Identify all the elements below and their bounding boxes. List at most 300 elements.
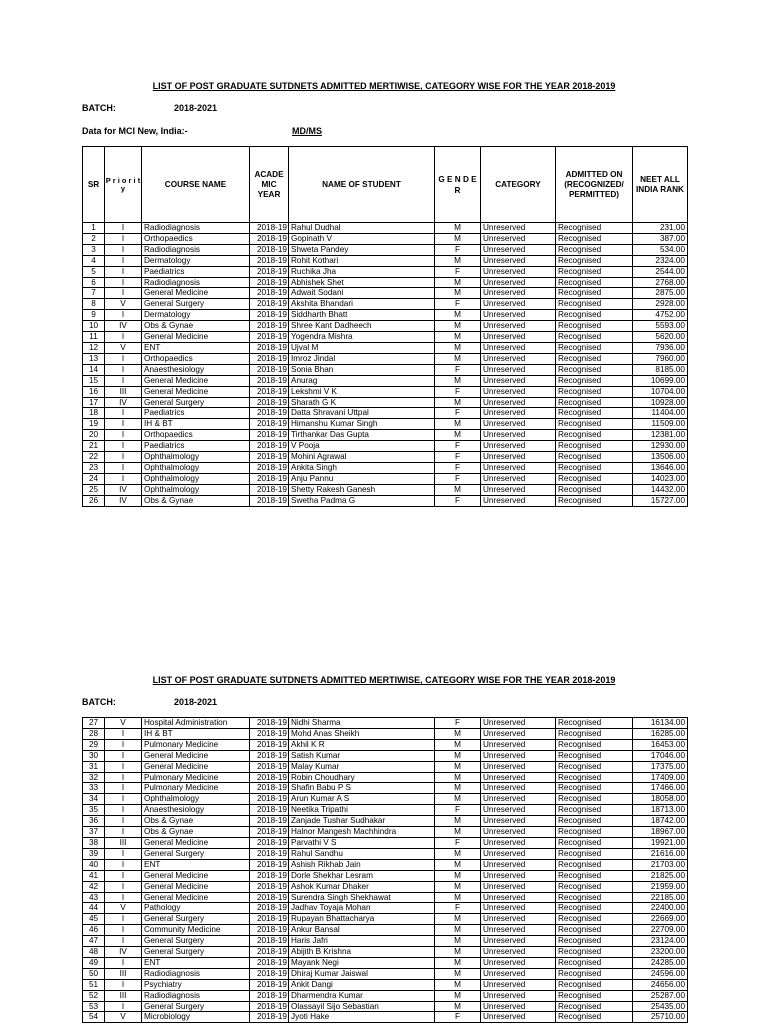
year-cell: 2018-19 xyxy=(250,848,289,859)
category-cell: Unreserved xyxy=(481,783,556,794)
header-course: COURSE NAME xyxy=(142,147,250,223)
table-row xyxy=(83,408,688,419)
admitted-cell: Recognised xyxy=(556,408,633,419)
name-cell: Mayank Negi xyxy=(289,957,435,968)
sr-cell: 1 xyxy=(83,223,105,234)
year-cell: 2018-19 xyxy=(250,441,289,452)
name-cell: Akhil K R xyxy=(289,739,435,750)
name-cell: Abhishek Shet xyxy=(289,277,435,288)
priority-cell: I xyxy=(105,892,142,903)
year-cell: 2018-19 xyxy=(250,277,289,288)
year-cell: 2018-19 xyxy=(250,979,289,990)
batch-label: BATCH: xyxy=(82,103,116,113)
priority-cell: III xyxy=(105,386,142,397)
gender-cell: M xyxy=(435,848,481,859)
name-cell: Ujval M xyxy=(289,342,435,353)
category-cell: Unreserved xyxy=(481,837,556,848)
admitted-cell: Recognised xyxy=(556,892,633,903)
admitted-cell: Recognised xyxy=(556,881,633,892)
priority-cell: IV xyxy=(105,947,142,958)
rank-cell: 14432.00 xyxy=(633,484,688,495)
rank-cell: 2875.00 xyxy=(633,288,688,299)
category-cell: Unreserved xyxy=(481,903,556,914)
rank-cell: 7960.00 xyxy=(633,353,688,364)
name-cell: Ruchika Jha xyxy=(289,266,435,277)
admitted-cell: Recognised xyxy=(556,925,633,936)
year-cell: 2018-19 xyxy=(250,430,289,441)
sr-cell: 50 xyxy=(83,968,105,979)
category-cell: Unreserved xyxy=(481,947,556,958)
admitted-cell: Recognised xyxy=(556,233,633,244)
category-cell: Unreserved xyxy=(481,364,556,375)
sr-cell: 17 xyxy=(83,397,105,408)
category-cell: Unreserved xyxy=(481,223,556,234)
name-cell: Robin Choudhary xyxy=(289,772,435,783)
year-cell: 2018-19 xyxy=(250,386,289,397)
year-cell: 2018-19 xyxy=(250,914,289,925)
course-cell: Pulmonary Medicine xyxy=(142,739,250,750)
admitted-cell: Recognised xyxy=(556,936,633,947)
year-cell: 2018-19 xyxy=(250,484,289,495)
header-year: ACADE MIC YEAR xyxy=(250,147,289,223)
course-cell: Radiodiagnosis xyxy=(142,277,250,288)
rank-cell: 17046.00 xyxy=(633,750,688,761)
year-cell: 2018-19 xyxy=(250,353,289,364)
table-row xyxy=(83,783,688,794)
name-cell: Olassayil Sijo Sebastian xyxy=(289,1001,435,1012)
table-row xyxy=(83,827,688,838)
admitted-cell: Recognised xyxy=(556,827,633,838)
sr-cell: 20 xyxy=(83,430,105,441)
admitted-cell: Recognised xyxy=(556,816,633,827)
admitted-cell: Recognised xyxy=(556,332,633,343)
admitted-cell: Recognised xyxy=(556,386,633,397)
table-row xyxy=(83,364,688,375)
category-cell: Unreserved xyxy=(481,718,556,729)
rank-cell: 15727.00 xyxy=(633,495,688,506)
table-row xyxy=(83,979,688,990)
sr-cell: 11 xyxy=(83,332,105,343)
year-cell: 2018-19 xyxy=(250,783,289,794)
category-cell: Unreserved xyxy=(481,750,556,761)
gender-cell: M xyxy=(435,979,481,990)
category-cell: Unreserved xyxy=(481,761,556,772)
gender-cell: M xyxy=(435,892,481,903)
table-row xyxy=(83,288,688,299)
course-cell: Paediatrics xyxy=(142,408,250,419)
priority-cell: I xyxy=(105,957,142,968)
category-cell: Unreserved xyxy=(481,288,556,299)
rank-cell: 8185.00 xyxy=(633,364,688,375)
table-row xyxy=(83,462,688,473)
rank-cell: 21616.00 xyxy=(633,848,688,859)
name-cell: Shweta Pandey xyxy=(289,244,435,255)
table-row xyxy=(83,816,688,827)
table-row xyxy=(83,495,688,506)
course-cell: General Surgery xyxy=(142,299,250,310)
table-row xyxy=(83,484,688,495)
course-cell: General Surgery xyxy=(142,848,250,859)
gender-cell: F xyxy=(435,462,481,473)
gender-cell: M xyxy=(435,728,481,739)
year-cell: 2018-19 xyxy=(250,244,289,255)
category-cell: Unreserved xyxy=(481,827,556,838)
course-cell: Ophthalmology xyxy=(142,473,250,484)
priority-cell: I xyxy=(105,277,142,288)
year-cell: 2018-19 xyxy=(250,718,289,729)
rank-cell: 18713.00 xyxy=(633,805,688,816)
rank-cell: 24285.00 xyxy=(633,957,688,968)
priority-cell: I xyxy=(105,816,142,827)
name-cell: Haris Jafri xyxy=(289,936,435,947)
rank-cell: 2928.00 xyxy=(633,299,688,310)
year-cell: 2018-19 xyxy=(250,936,289,947)
year-cell: 2018-19 xyxy=(250,397,289,408)
rank-cell: 387.00 xyxy=(633,233,688,244)
priority-cell: V xyxy=(105,342,142,353)
table-row xyxy=(83,990,688,1001)
year-cell: 2018-19 xyxy=(250,794,289,805)
sr-cell: 7 xyxy=(83,288,105,299)
gender-cell: F xyxy=(435,441,481,452)
rank-cell: 4752.00 xyxy=(633,310,688,321)
sr-cell: 54 xyxy=(83,1012,105,1023)
name-cell: Zanjade Tushar Sudhakar xyxy=(289,816,435,827)
sr-cell: 25 xyxy=(83,484,105,495)
gender-cell: F xyxy=(435,266,481,277)
year-cell: 2018-19 xyxy=(250,452,289,463)
priority-cell: I xyxy=(105,408,142,419)
category-cell: Unreserved xyxy=(481,925,556,936)
gender-cell: M xyxy=(435,430,481,441)
rank-cell: 13506.00 xyxy=(633,452,688,463)
name-cell: Anju Pannu xyxy=(289,473,435,484)
priority-cell: I xyxy=(105,794,142,805)
gender-cell: M xyxy=(435,870,481,881)
rank-cell: 534.00 xyxy=(633,244,688,255)
rank-cell: 17375.00 xyxy=(633,761,688,772)
program-label: MD/MS xyxy=(292,126,322,136)
admitted-cell: Recognised xyxy=(556,968,633,979)
name-cell: Dhiraj Kumar Jaiswal xyxy=(289,968,435,979)
admitted-cell: Recognised xyxy=(556,783,633,794)
rank-cell: 19921.00 xyxy=(633,837,688,848)
rank-cell: 18967.00 xyxy=(633,827,688,838)
category-cell: Unreserved xyxy=(481,772,556,783)
table-row xyxy=(83,1001,688,1012)
admitted-cell: Recognised xyxy=(556,750,633,761)
year-cell: 2018-19 xyxy=(250,761,289,772)
year-cell: 2018-19 xyxy=(250,772,289,783)
name-cell: Surendra Singh Shekhawat xyxy=(289,892,435,903)
course-cell: Pathology xyxy=(142,903,250,914)
priority-cell: I xyxy=(105,255,142,266)
name-cell: Adwait Sodani xyxy=(289,288,435,299)
name-cell: Yogendra Mishra xyxy=(289,332,435,343)
priority-cell: I xyxy=(105,750,142,761)
year-cell: 2018-19 xyxy=(250,837,289,848)
gender-cell: M xyxy=(435,968,481,979)
admitted-cell: Recognised xyxy=(556,397,633,408)
admitted-cell: Recognised xyxy=(556,772,633,783)
rank-cell: 22669.00 xyxy=(633,914,688,925)
gender-cell: M xyxy=(435,990,481,1001)
sr-cell: 46 xyxy=(83,925,105,936)
table-row xyxy=(83,353,688,364)
year-cell: 2018-19 xyxy=(250,750,289,761)
sr-cell: 9 xyxy=(83,310,105,321)
category-cell: Unreserved xyxy=(481,794,556,805)
sr-cell: 4 xyxy=(83,255,105,266)
category-cell: Unreserved xyxy=(481,990,556,1001)
rank-cell: 21703.00 xyxy=(633,859,688,870)
rank-cell: 22400.00 xyxy=(633,903,688,914)
rank-cell: 5620.00 xyxy=(633,332,688,343)
sr-cell: 16 xyxy=(83,386,105,397)
year-cell: 2018-19 xyxy=(250,288,289,299)
course-cell: Anaesthesiology xyxy=(142,805,250,816)
admitted-cell: Recognised xyxy=(556,1001,633,1012)
rank-cell: 12930.00 xyxy=(633,441,688,452)
name-cell: Shree Kant Dadheech xyxy=(289,321,435,332)
priority-cell: I xyxy=(105,266,142,277)
gender-cell: F xyxy=(435,364,481,375)
sr-cell: 19 xyxy=(83,419,105,430)
category-cell: Unreserved xyxy=(481,321,556,332)
year-cell: 2018-19 xyxy=(250,827,289,838)
name-cell: Satish Kumar xyxy=(289,750,435,761)
admitted-cell: Recognised xyxy=(556,299,633,310)
admitted-cell: Recognised xyxy=(556,255,633,266)
priority-cell: I xyxy=(105,452,142,463)
admitted-cell: Recognised xyxy=(556,495,633,506)
table-row xyxy=(83,848,688,859)
rank-cell: 7936.00 xyxy=(633,342,688,353)
header-admitted: ADMITTED ON (RECOGNIZED/ PERMITTED) xyxy=(556,147,633,223)
gender-cell: M xyxy=(435,419,481,430)
category-cell: Unreserved xyxy=(481,957,556,968)
sr-cell: 13 xyxy=(83,353,105,364)
sr-cell: 28 xyxy=(83,728,105,739)
category-cell: Unreserved xyxy=(481,233,556,244)
name-cell: Rahul Sandhu xyxy=(289,848,435,859)
priority-cell: IV xyxy=(105,495,142,506)
name-cell: Ankita Singh xyxy=(289,462,435,473)
admitted-cell: Recognised xyxy=(556,321,633,332)
category-cell: Unreserved xyxy=(481,353,556,364)
category-cell: Unreserved xyxy=(481,968,556,979)
sr-cell: 24 xyxy=(83,473,105,484)
year-cell: 2018-19 xyxy=(250,255,289,266)
rank-cell: 14023.00 xyxy=(633,473,688,484)
admitted-cell: Recognised xyxy=(556,837,633,848)
table-row xyxy=(83,310,688,321)
rank-cell: 10704.00 xyxy=(633,386,688,397)
name-cell: Rohit Kothari xyxy=(289,255,435,266)
category-cell: Unreserved xyxy=(481,255,556,266)
course-cell: General Medicine xyxy=(142,386,250,397)
name-cell: Parvathi V S xyxy=(289,837,435,848)
rank-cell: 16285.00 xyxy=(633,728,688,739)
table-row xyxy=(83,233,688,244)
data-for-label: Data for MCI New, India:- xyxy=(82,126,188,136)
year-cell: 2018-19 xyxy=(250,408,289,419)
admitted-cell: Recognised xyxy=(556,859,633,870)
rank-cell: 21959.00 xyxy=(633,881,688,892)
gender-cell: M xyxy=(435,321,481,332)
course-cell: General Medicine xyxy=(142,750,250,761)
priority-cell: III xyxy=(105,990,142,1001)
course-cell: Obs & Gynae xyxy=(142,495,250,506)
gender-cell: M xyxy=(435,947,481,958)
gender-cell: F xyxy=(435,805,481,816)
sr-cell: 31 xyxy=(83,761,105,772)
gender-cell: M xyxy=(435,816,481,827)
course-cell: Ophthalmology xyxy=(142,452,250,463)
course-cell: General Medicine xyxy=(142,761,250,772)
sr-cell: 30 xyxy=(83,750,105,761)
admitted-cell: Recognised xyxy=(556,739,633,750)
sr-cell: 52 xyxy=(83,990,105,1001)
table-row xyxy=(83,397,688,408)
course-cell: Hospital Administration xyxy=(142,718,250,729)
admitted-cell: Recognised xyxy=(556,223,633,234)
priority-cell: I xyxy=(105,364,142,375)
course-cell: IH & BT xyxy=(142,728,250,739)
admitted-cell: Recognised xyxy=(556,462,633,473)
category-cell: Unreserved xyxy=(481,310,556,321)
name-cell: V Pooja xyxy=(289,441,435,452)
table-row xyxy=(83,881,688,892)
course-cell: General Medicine xyxy=(142,332,250,343)
year-cell: 2018-19 xyxy=(250,375,289,386)
sr-cell: 14 xyxy=(83,364,105,375)
priority-cell: I xyxy=(105,223,142,234)
table-row xyxy=(83,936,688,947)
priority-cell: I xyxy=(105,805,142,816)
gender-cell: M xyxy=(435,484,481,495)
priority-cell: I xyxy=(105,925,142,936)
priority-cell: I xyxy=(105,419,142,430)
name-cell: Arun Kumar A S xyxy=(289,794,435,805)
category-cell: Unreserved xyxy=(481,859,556,870)
name-cell: Mohini Agrawal xyxy=(289,452,435,463)
course-cell: Paediatrics xyxy=(142,266,250,277)
sr-cell: 6 xyxy=(83,277,105,288)
sr-cell: 49 xyxy=(83,957,105,968)
year-cell: 2018-19 xyxy=(250,332,289,343)
rank-cell: 17409.00 xyxy=(633,772,688,783)
priority-cell: I xyxy=(105,848,142,859)
course-cell: Orthopaedics xyxy=(142,353,250,364)
rank-cell: 10928.00 xyxy=(633,397,688,408)
category-cell: Unreserved xyxy=(481,375,556,386)
rank-cell: 25435.00 xyxy=(633,1001,688,1012)
year-cell: 2018-19 xyxy=(250,364,289,375)
year-cell: 2018-19 xyxy=(250,473,289,484)
table-row xyxy=(83,1012,688,1023)
priority-cell: V xyxy=(105,1012,142,1023)
name-cell: Dorle Shekhar Lesram xyxy=(289,870,435,881)
year-cell: 2018-19 xyxy=(250,1012,289,1023)
gender-cell: M xyxy=(435,859,481,870)
table-row xyxy=(83,321,688,332)
rank-cell: 23124.00 xyxy=(633,936,688,947)
admitted-cell: Recognised xyxy=(556,914,633,925)
table-row xyxy=(83,837,688,848)
gender-cell: M xyxy=(435,277,481,288)
rank-cell: 22709.00 xyxy=(633,925,688,936)
students-table-1 xyxy=(82,146,688,507)
category-cell: Unreserved xyxy=(481,870,556,881)
name-cell: Imroz Jindal xyxy=(289,353,435,364)
name-cell: Halnor Mangesh Machhindra xyxy=(289,827,435,838)
admitted-cell: Recognised xyxy=(556,1012,633,1023)
gender-cell: F xyxy=(435,299,481,310)
rank-cell: 24656.00 xyxy=(633,979,688,990)
table-row xyxy=(83,452,688,463)
priority-cell: I xyxy=(105,881,142,892)
name-cell: Tirthankar Das Gupta xyxy=(289,430,435,441)
course-cell: Anaesthesiology xyxy=(142,364,250,375)
sr-cell: 5 xyxy=(83,266,105,277)
year-cell: 2018-19 xyxy=(250,1001,289,1012)
sr-cell: 26 xyxy=(83,495,105,506)
year-cell: 2018-19 xyxy=(250,990,289,1001)
gender-cell: M xyxy=(435,914,481,925)
category-cell: Unreserved xyxy=(481,419,556,430)
name-cell: Dharmendra Kumar xyxy=(289,990,435,1001)
sr-cell: 48 xyxy=(83,947,105,958)
rank-cell: 10699.00 xyxy=(633,375,688,386)
name-cell: Jadhav Toyaja Mohan xyxy=(289,903,435,914)
gender-cell: M xyxy=(435,310,481,321)
table-row xyxy=(83,870,688,881)
gender-cell: M xyxy=(435,255,481,266)
category-cell: Unreserved xyxy=(481,452,556,463)
year-cell: 2018-19 xyxy=(250,321,289,332)
admitted-cell: Recognised xyxy=(556,870,633,881)
priority-cell: III xyxy=(105,837,142,848)
name-cell: Sharath G K xyxy=(289,397,435,408)
table-row xyxy=(83,914,688,925)
gender-cell: F xyxy=(435,1012,481,1023)
year-cell: 2018-19 xyxy=(250,925,289,936)
name-cell: Datta Shravani Uttpal xyxy=(289,408,435,419)
admitted-cell: Recognised xyxy=(556,979,633,990)
course-cell: Ophthalmology xyxy=(142,794,250,805)
gender-cell: M xyxy=(435,957,481,968)
year-cell: 2018-19 xyxy=(250,892,289,903)
table-row xyxy=(83,728,688,739)
course-cell: General Surgery xyxy=(142,397,250,408)
year-cell: 2018-19 xyxy=(250,233,289,244)
course-cell: Dermatology xyxy=(142,310,250,321)
table-row xyxy=(83,772,688,783)
rank-cell: 22185.00 xyxy=(633,892,688,903)
course-cell: Obs & Gynae xyxy=(142,321,250,332)
category-cell: Unreserved xyxy=(481,728,556,739)
table-row xyxy=(83,266,688,277)
gender-cell: F xyxy=(435,244,481,255)
category-cell: Unreserved xyxy=(481,430,556,441)
gender-cell: F xyxy=(435,386,481,397)
sr-cell: 53 xyxy=(83,1001,105,1012)
name-cell: Shetty Rakesh Ganesh xyxy=(289,484,435,495)
name-cell: Sonia Bhan xyxy=(289,364,435,375)
priority-cell: I xyxy=(105,783,142,794)
table-row xyxy=(83,430,688,441)
